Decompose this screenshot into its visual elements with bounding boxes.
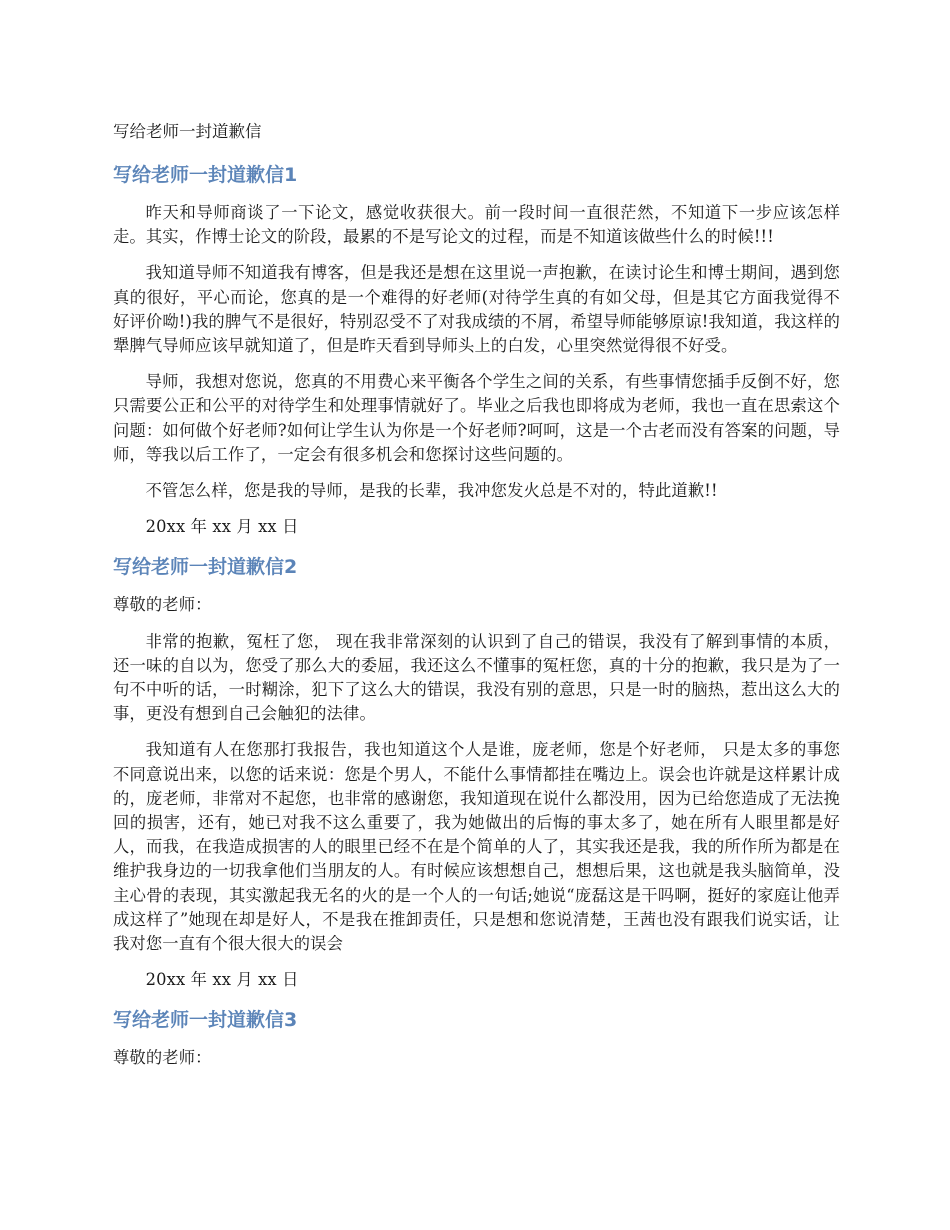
letter-section-1 [113,162,840,539]
paragraph: 昨天和导师商谈了一下论文，感觉收获很大。前一段时间一直很茫然，不知道下一步应该怎样走。其实，作博士论文的阶段，最累的不是写论文的过程，而是不知道该做些什么的时候!!! [113,203,840,247]
document-title: 写给老师一封道歉信 [113,122,262,141]
salutation: 尊敬的老师： [113,1048,212,1068]
paragraph: 导师，我想对您说，您真的不用费心来平衡各个学生之间的关系，有些事情您插手反倒不好，您只需要公正和公平的对待学生和处理事情就好了。毕业之后我也即将成为老师，我也一直在思索这个问题：如何做个好老师?如何让学生认为你是一个好老师?呵呵，这是一个古老而没有答案的问题，导师，等我以后工作了，一定会有很多机会和您探讨这些问题的。 [113,372,840,464]
paragraph: 非常的抱歉，冤枉了您， 现在我非常深刻的认识到了自己的错误，我没有了解到事情的本质，还一味的自以为，您受了那么大的委屈，我还这么不懂事的冤枉您，真的十分的抱歉，我只是为了一句不中听的话，一时糊涂，犯下了这么大的错误，我没有别的意思，只是一时的脑热，惹出这么大的事，更没有想到自己会触犯的法律。 [113,631,840,724]
paragraph: 我知道导师不知道我有博客，但是我还是想在这里说一声抱歉，在读讨论生和博士期间，遇到您真的很好，平心而论，您真的是一个难得的好老师(对待学生真的有如父母，但是其它方面我觉得不好评价呦!)我的脾气不是很好，特别忍受不了对我成绩的不屑，希望导师能够原谅!我知道，我这样的犟脾气导师应该早就知道了，但是昨天看到导师头上的白发，心里突然觉得很不好受。 [113,263,840,356]
document-page [113,120,840,1083]
salutation: 尊敬的老师： [113,595,212,615]
section-heading: 写给老师一封道歉信1 [113,164,298,186]
paragraph: 不管怎么样，您是我的导师，是我的长辈，我冲您发火总是不对的，特此道歉!! [145,481,718,501]
section-heading: 写给老师一封道歉信3 [113,1009,298,1032]
paragraph: 我知道有人在您那打我报告，我也知道这个人是谁，庞老师，您是个好老师， 只是太多的事您不同意说出来，以您的话来说：您是个男人，不能什么事情都挂在嘴边上。误会也许就是这样累计成的，庞老师，非常对不起您，也非常的感谢您，我知道现在说什么都没用，因为已给您造成了无法挽回的损害，还有，她已对我不这么重要了，我为她做出的后悔的事太多了，她在所有人眼里都是好人，而我，在我造成损害的人的眼里已经不在是个简单的人了，其实我还是我，我的所作所为都是在维护我身边的一切我拿他们当朋友的人。有时候应该想想自己，想想后果，这也就是我头脑简单，没主心骨的表现，其实激起我无名的火的是一个人的一句话;她说“庞磊这是干吗啊，挺好的家庭让他弄成这样了”她现在却是好人，不是我在推卸责任，只是想和您说清楚，王茜也没有跟我们说实话，让我对您一直有个很大很大的误会 [113,740,840,954]
letter-section-2 [113,554,840,992]
letter-date: 20xx 年 xx 月 xx 日 [145,970,299,990]
letter-section-3 [113,1007,840,1070]
letter-date: 20xx 年 xx 月 xx 日 [145,517,299,537]
section-heading: 写给老师一封道歉信2 [113,556,298,579]
